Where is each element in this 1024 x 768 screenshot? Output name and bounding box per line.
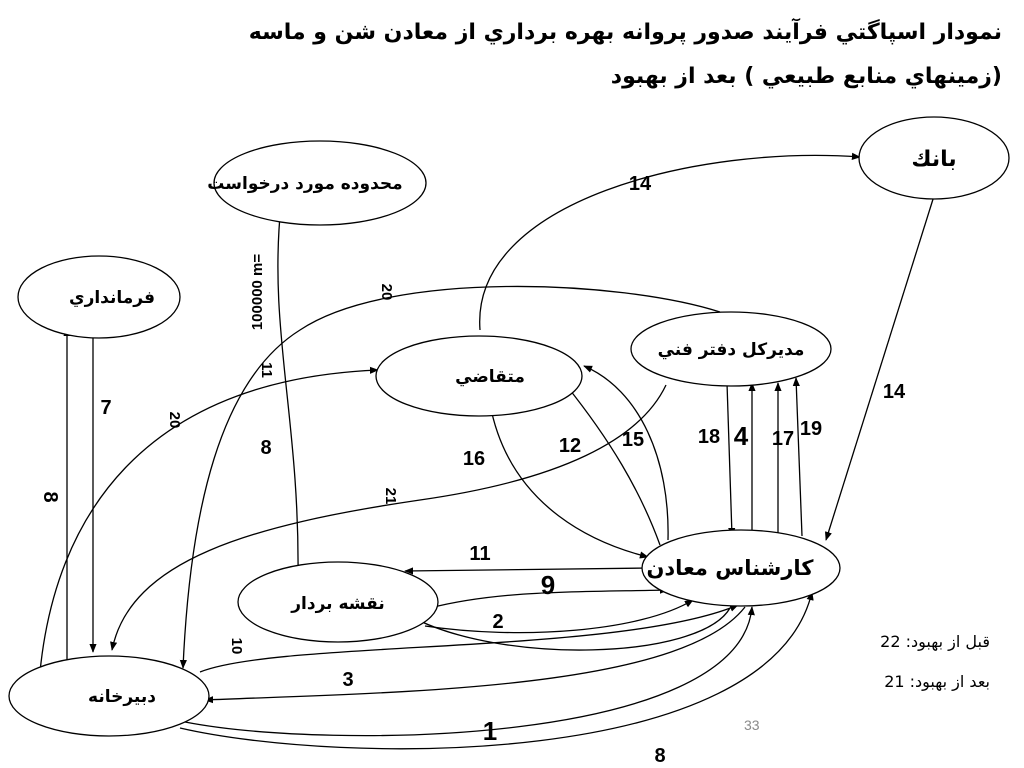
edge-label-11-vertical: 11: [258, 362, 275, 378]
edge-applicant-to-mine-expert: [490, 404, 648, 557]
node-label-bank: بانك: [911, 147, 957, 172]
edge-label-8-left: 8: [39, 491, 61, 503]
edge-label-9: 9: [540, 570, 556, 600]
node-label-requested-area: محدوده مورد درخواست: [207, 174, 403, 194]
node-label-mine-expert: كارشناس معادن: [646, 556, 814, 580]
edge-label-scale: 100000 m=: [249, 253, 266, 331]
node-label-secretariat: دبيرخانه: [88, 687, 156, 707]
edge-mine-expert-to-surveyor: [405, 568, 650, 571]
page-number: 33: [744, 717, 760, 733]
edge-label-8-middle: 8: [260, 437, 272, 459]
edge-label-21: 21: [382, 487, 399, 505]
edge-label-19: 19: [799, 418, 823, 440]
edge-mine-expert-to-applicant-12: [566, 385, 660, 545]
edge-label-11: 11: [469, 543, 491, 565]
edge-applicant-to-bank: [480, 155, 860, 330]
edge-label-10: 10: [228, 637, 245, 655]
edge-surveyor-to-requested-area: [278, 205, 298, 578]
edge-mine-expert-to-applicant-15: [584, 366, 668, 540]
edge-label-2: 2: [492, 611, 504, 633]
edge-mine-expert-to-surveyor-2: [410, 608, 730, 650]
diagram-title-line-1: نمودار اسپاگتي فرآيند صدور پروانه بهره برداري از معادن شن و ماسه: [248, 20, 1002, 45]
edge-label-14-bank: 14: [628, 173, 652, 195]
edge-label-20-left: 20: [166, 411, 183, 429]
edge-label-1: 1: [482, 716, 498, 746]
edge-bank-to-mine-expert: [826, 196, 934, 540]
edge-label-18: 18: [697, 426, 721, 448]
edge-label-3: 3: [342, 669, 354, 691]
edge-mine-expert-to-manager-19: [796, 378, 802, 536]
edge-manager-to-mine-expert-18: [727, 383, 732, 536]
edge-surveyor-to-mine-expert-lower: [425, 600, 693, 633]
edge-label-12: 12: [558, 435, 582, 457]
node-label-governorate: فرمانداري: [68, 288, 156, 308]
edge-label-20-top: 20: [378, 283, 395, 301]
diagram-title-line-2: (زمينهاي منابع طبيعي ) بعد از بهبود: [610, 64, 1002, 89]
edge-label-17: 17: [771, 428, 795, 450]
node-label-surveyor: نقشه بردار: [291, 594, 385, 614]
edge-label-16: 16: [462, 448, 486, 470]
after-improvement-count: بعد از بهبود: 21: [884, 672, 990, 691]
node-label-technical-office-manager: مديركل دفتر فني: [657, 340, 805, 360]
node-label-applicant: متقاضي: [455, 367, 525, 387]
before-improvement-count: قبل از بهبود: 22: [880, 632, 990, 651]
edge-label-14-bank-expert: 14: [882, 381, 906, 403]
edge-label-8-bottom: 8: [654, 745, 666, 767]
edge-label-15: 15: [621, 429, 645, 451]
edge-label-4: 4: [733, 421, 749, 451]
edge-label-7: 7: [100, 397, 112, 419]
